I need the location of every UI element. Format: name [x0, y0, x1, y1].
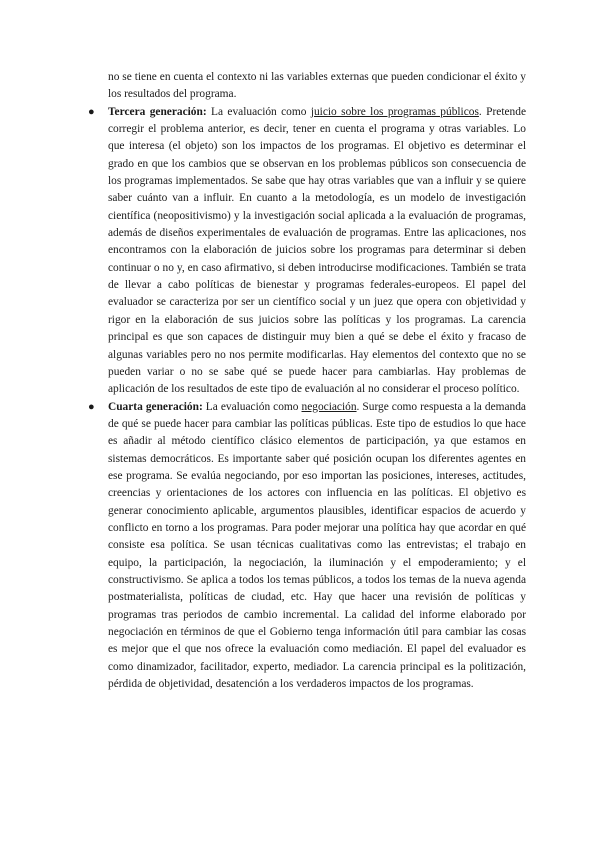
item-paragraph: [108, 104, 526, 399]
item-underlined-term: negociación: [301, 400, 357, 413]
item-body-text: . Surge como respuesta a la demanda de qué se puede hacer para cambiar las políticas públicas. Este tipo de estudios lo que hace es añadir al método científico clásico elementos de participación, ya que estamos en sistemas democráticos. Es importante saber qué posición ocupan los diferentes agentes en ese programa. Se evalúa negociando, por eso importan las posiciones, intereses, actitudes, creencias y orientaciones de los actores con influencia en las políticas. El objetivo es generar conocimiento aplicable, argumentos plausibles, identificar espacios de acuerdo y conflicto en torno a los programas. Para poder mejorar una política hay que acordar en qué consiste esa política. Se usan técnicas cualitativas como las entrevistas; el trabajo en equipo, la participación, la negociación, la iluminación y el empoderamiento; y el constructivismo. Se aplica a todos los temas públicos, a todos los temas de la nueva agenda postmaterialista, políticas de ciudad, etc. Hay que hacer una revisión de políticas y programas tras periodos de cambio incremental. La calidad del informe elaborado por negociación en términos de que el Gobierno tenga información útil para cambiar las cosas es mejor que el que nos ofrece la evaluación como mediación. El papel del evaluador es como dinamizador, facilitador, experto, mediador. La carencia principal es la politización, pérdida de objetividad, desatención a los verdaderos impactos de los programas.: [108, 400, 526, 691]
item-lead: La evaluación como: [202, 400, 302, 413]
bullet-icon: ●: [88, 105, 95, 118]
item-underlined-term: juicio sobre los programas públicos: [310, 105, 479, 118]
item-body-text: . Pretende corregir el problema anterior, es decir, tener en cuenta el programa y otras variables. Lo que interesa (el objeto) son los impactos de los programas. El objetivo es determinar el grado en que los cambios que se observan en los problemas públicos son consecuencia de los programas implementados. Se sabe que hay otras variables que van a influir y se quiere saber cuánto van a influir. En cuanto a la metodología, es un modelo de investigación científica (neopositivismo) y la investigación social aplicada a la evaluación de programas, además de diseños experimentales de evaluación de programas. Entre las aplicaciones, nos encontramos con la elaboración de juicios sobre los programas para determinar si deben continuar o no y, en caso afirmativo, si deben introducirse modificaciones. También se trata de llevar a cabo políticas de bienestar y programas federales-europeos. El papel del evaluador se caracteriza por ser un científico social y un juez que opera con objetividad y rigor en la elaboración de sus juicios sobre las políticas y los programas. La carencia principal es que son capaces de distinguir muy bien a qué se debe el éxito y fracaso de algunas variables pero no nos permite modificarlas. Hay elementos del contexto que no se pueden variar o no se sabe qué se puede hacer para cambiarlas. Hay problemas de aplicación de los resultados de este tipo de evaluación al no considerar el proceso político.: [108, 105, 526, 396]
list-item-cuarta-generacion: [88, 399, 526, 694]
bullet-icon: ●: [88, 400, 95, 413]
item-lead: La evaluación como: [206, 105, 311, 118]
item-paragraph: [108, 399, 526, 694]
document-body: [88, 69, 526, 693]
item-title: Cuarta generación:: [108, 400, 203, 413]
continuation-paragraph: no se tiene en cuenta el contexto ni las variables externas que pueden condicionar el éxito y los resultados del programa.: [108, 71, 526, 101]
item-title: Tercera generación:: [108, 105, 207, 118]
list-item-tercera-generacion: [88, 104, 526, 399]
